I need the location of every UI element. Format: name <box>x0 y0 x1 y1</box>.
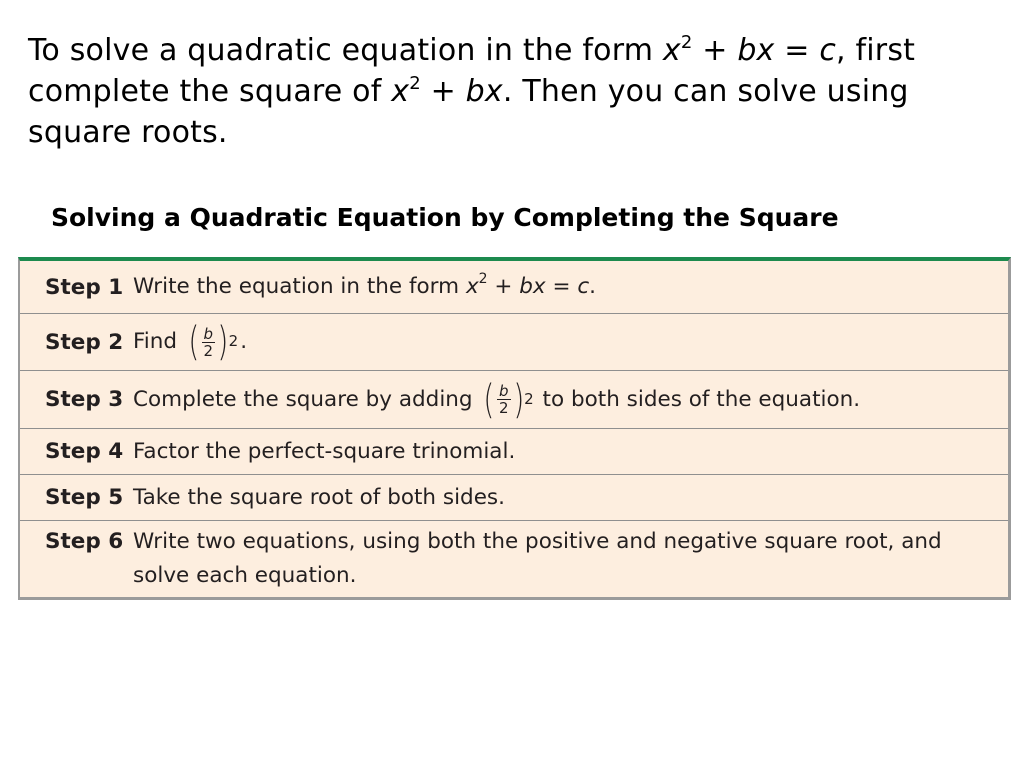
intro-exponent: 2 <box>409 73 421 94</box>
step-description: Find ( $\frac{b}{2}$ ) 2 . <box>133 319 248 365</box>
intro-plus: + <box>692 33 738 68</box>
intro-var-bx: bx <box>737 33 775 68</box>
fraction-b-over-2: ( $\frac{b}{2}$ ) 2 <box>188 319 239 365</box>
step-description: Factor the perfect-square trinomial. <box>133 438 516 464</box>
intro-plus: + <box>420 74 466 109</box>
steps-table <box>18 257 1011 600</box>
step-row-5 <box>20 475 1008 521</box>
intro-var-c: c <box>819 33 837 68</box>
step-row-3 <box>20 371 1008 429</box>
intro-var-x: x <box>391 74 410 109</box>
intro-text: , first complete the square of <box>28 33 916 109</box>
step-description: Write two equations, using both the positive and negative square root, and solve each equation. <box>133 529 942 588</box>
step-description: Complete the square by adding ( $\frac{b}{2}$ ) 2 to both sides of the equation. <box>133 376 861 423</box>
step-row-6 <box>20 521 1008 597</box>
step-label: Step 1 <box>45 274 124 300</box>
step-label: Step 5 <box>45 485 124 510</box>
step-row-1 <box>20 261 1008 314</box>
step-label: Step 6 <box>45 529 124 554</box>
intro-text: . Then you can solve using square roots. <box>28 74 909 150</box>
intro-exponent: 2 <box>680 32 693 53</box>
intro-paragraph <box>28 30 988 153</box>
step-description: Write the equation in the form $x^2$ + bx = c. <box>133 271 597 299</box>
fraction-b-over-2: ( $\frac{b}{2}$ ) 2 <box>483 376 534 423</box>
intro-equals: = <box>774 33 820 68</box>
step-label: Step 4 <box>45 439 124 464</box>
intro-var-bx: bx <box>465 74 503 109</box>
step-row-2 <box>20 314 1008 371</box>
intro-text: To solve a quadratic equation in the form <box>28 33 663 68</box>
step-description: Take the square root of both sides. <box>133 484 505 510</box>
step-label: Step 3 <box>45 387 124 412</box>
table-heading: Solving a Quadratic Equation by Completing the Square <box>51 203 839 232</box>
intro-var-x: x <box>662 33 681 68</box>
step-row-4 <box>20 429 1008 475</box>
step-label: Step 2 <box>45 329 124 355</box>
